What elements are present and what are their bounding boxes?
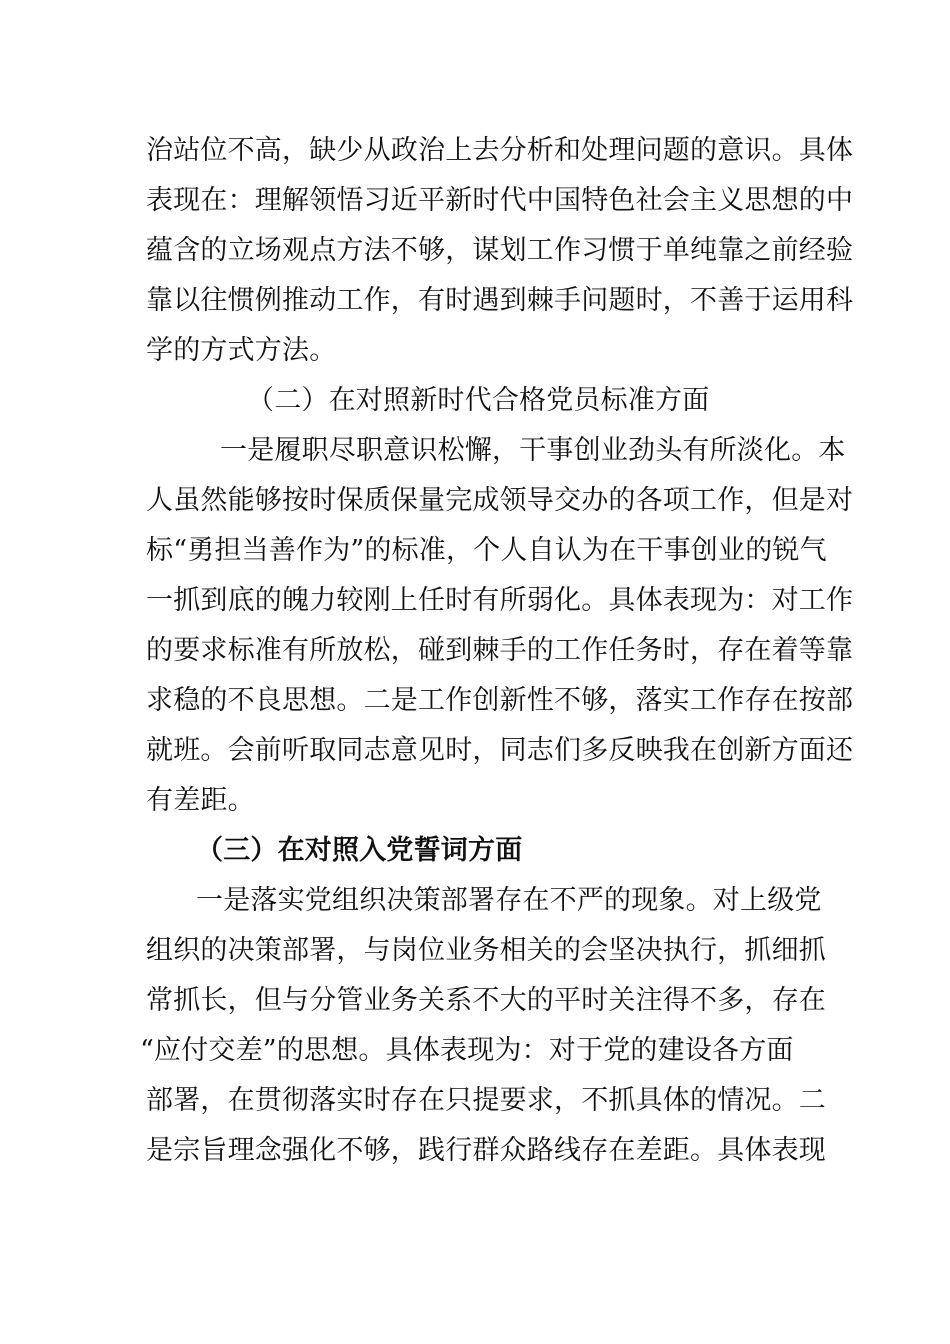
body-text-line: 治站位不高，缺少从政治上去分析和处理问题的意识。具体 [146, 135, 854, 166]
body-text-line: 表现在：理解领悟习近平新时代中国特色社会主义思想的中 [146, 185, 854, 216]
body-text-line: 学的方式方法。 [146, 335, 337, 366]
body-text-line: 的要求标准有所放松，碰到棘手的工作任务时，存在着等靠 [146, 635, 854, 666]
body-text-line: 组织的决策部署，与岗位业务相关的会坚决执行，抓细抓 [146, 935, 826, 966]
body-text-line: 靠以往惯例推动工作，有时遇到棘手问题时，不善于运用科 [146, 285, 854, 316]
body-text-line: 蕴含的立场观点方法不够，谋划工作习惯于单纯靠之前经验 [146, 235, 854, 266]
section-heading-2: （二）在对照新时代合格党员标准方面 [247, 385, 710, 416]
body-text-line: 部署，在贯彻落实时存在只提要求，不抓具体的情况。二 [146, 1085, 826, 1116]
body-text-line: 人虽然能够按时保质保量完成领导交办的各项工作，但是对 [146, 485, 854, 516]
body-text-line: 是宗旨理念强化不够，践行群众路线存在差距。具体表现 [146, 1135, 826, 1166]
body-text-line: 求稳的不良思想。二是工作创新性不够，落实工作存在按部 [146, 685, 854, 716]
body-text-line: 一是履职尽职意识松懈，干事创业劲头有所淡化。本 [220, 435, 846, 466]
body-text-line: 标“勇担当善作为”的标准，个人自认为在干事创业的锐气 [146, 535, 827, 566]
body-text-line: 有差距。 [146, 785, 255, 816]
body-text-line: 就班。会前听取同志意见时，同志们多反映我在创新方面还 [146, 735, 854, 766]
body-text-line: 一是落实党组织决策部署存在不严的现象。对上级党 [196, 885, 822, 916]
section-heading-3: （三）在对照入党誓词方面 [196, 835, 523, 866]
body-text-line: 常抓长，但与分管业务关系不大的平时关注得不多，存在 [146, 985, 826, 1016]
body-text-line: 一抓到底的魄力较刚上任时有所弱化。具体表现为：对工作 [146, 585, 854, 616]
body-text-line: “应付交差”的思想。具体表现为：对于党的建设各方面 [140, 1035, 794, 1066]
